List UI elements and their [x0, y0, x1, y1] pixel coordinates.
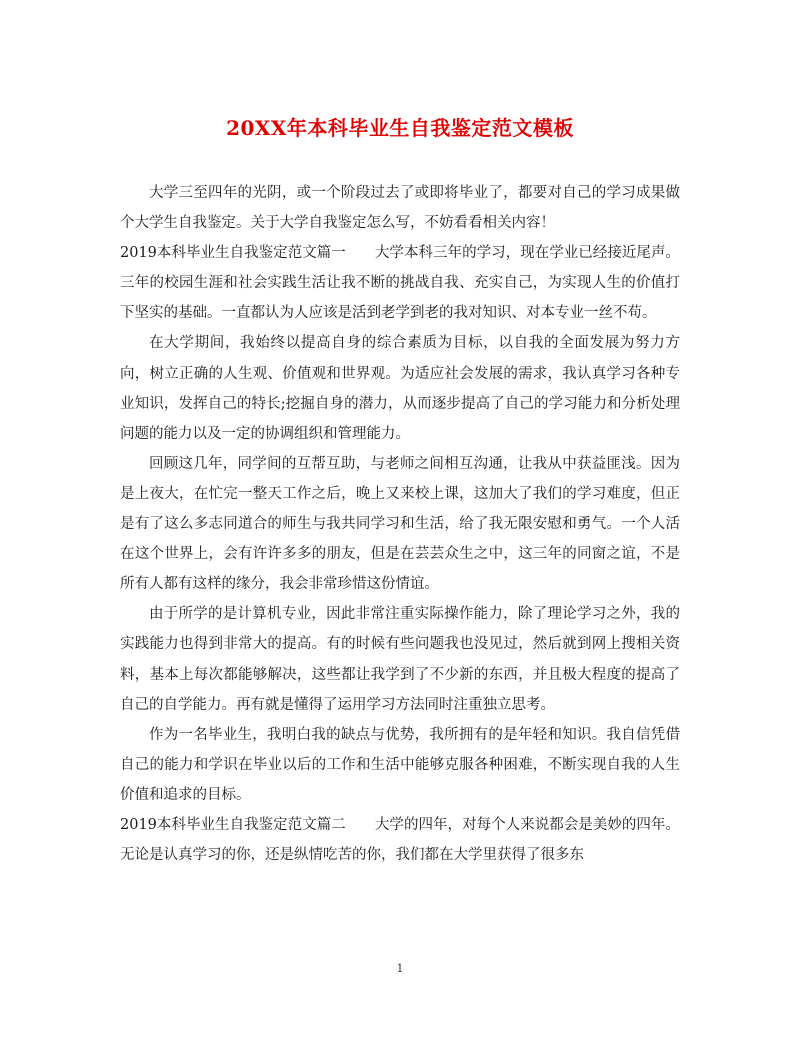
- paragraph-major: 由于所学的是计算机专业，因此非常注重实际操作能力，除了理论学习之外，我的实践能力也得到非常大的提高。有的时候有些问题我也没见过，然后就到网上搜相关资料，基本上每次都能够解决，这些都让我学到了不少新的东西，并且极大程度的提高了自己的自学能力。再有就是懂得了运用学习方法同时注重独立思考。: [120, 606, 680, 713]
- paragraph-essay-two-heading: 2019本科毕业生自我鉴定范文篇二 大学的四年，对每个人来说都会是美妙的四年。无论是认真学习的你，还是纵情吃苦的你，我们都在大学里获得了很多东: [120, 816, 680, 864]
- paragraph-university-period: 在大学期间，我始终以提高自身的综合素质为目标，以自我的全面发展为努力方向，树立正确的人生观、价值观和世界观。为适应社会发展的需求，我认真学习各种专业知识，发挥自己的特长;挖掘自身的潜力，从而逐步提高了自己的学习能力和分析处理问题的能力以及一定的协调组织和管理能力。: [120, 335, 680, 442]
- document-body: [120, 178, 680, 870]
- document-title: 20XX年本科毕业生自我鉴定范文模板: [226, 116, 574, 140]
- paragraph-intro: 大学三至四年的光阴，或一个阶段过去了或即将毕业了，都要对自己的学习成果做个大学生自我鉴定。关于大学自我鉴定怎么写，不妨看看相关内容！: [120, 185, 680, 232]
- paragraph-graduate: 作为一名毕业生，我明白我的缺点与优势，我所拥有的是年轻和知识。我自信凭借自己的能力和学识在毕业以后的工作和生活中能够克服各种困难，不断实现自我的人生价值和追求的目标。: [120, 726, 680, 803]
- paragraph-essay-one-heading: 2019本科毕业生自我鉴定范文篇一 大学本科三年的学习，现在学业已经接近尾声。三年的校园生涯和社会实践生活让我不断的挑战自我、充实自己，为实现人生的价值打下坚实的基础。一直都认为人应该是活到老学到老的我对知识、对本专业一丝不苟。: [120, 245, 680, 322]
- page-number: 1: [396, 962, 404, 975]
- paragraph-review: 回顾这几年，同学间的互帮互助，与老师之间相互沟通，让我从中获益匪浅。因为是上夜大，在忙完一整天工作之后，晚上又来校上课，这加大了我们的学习难度，但正是有了这么多志同道合的师生与我共同学习和生活，给了我无限安慰和勇气。一个人活在这个世界上，会有许许多多的朋友，但是在芸芸众生之中，这三年的同窗之谊，不是所有人都有这样的缘分，我会非常珍惜这份情谊。: [120, 455, 680, 593]
